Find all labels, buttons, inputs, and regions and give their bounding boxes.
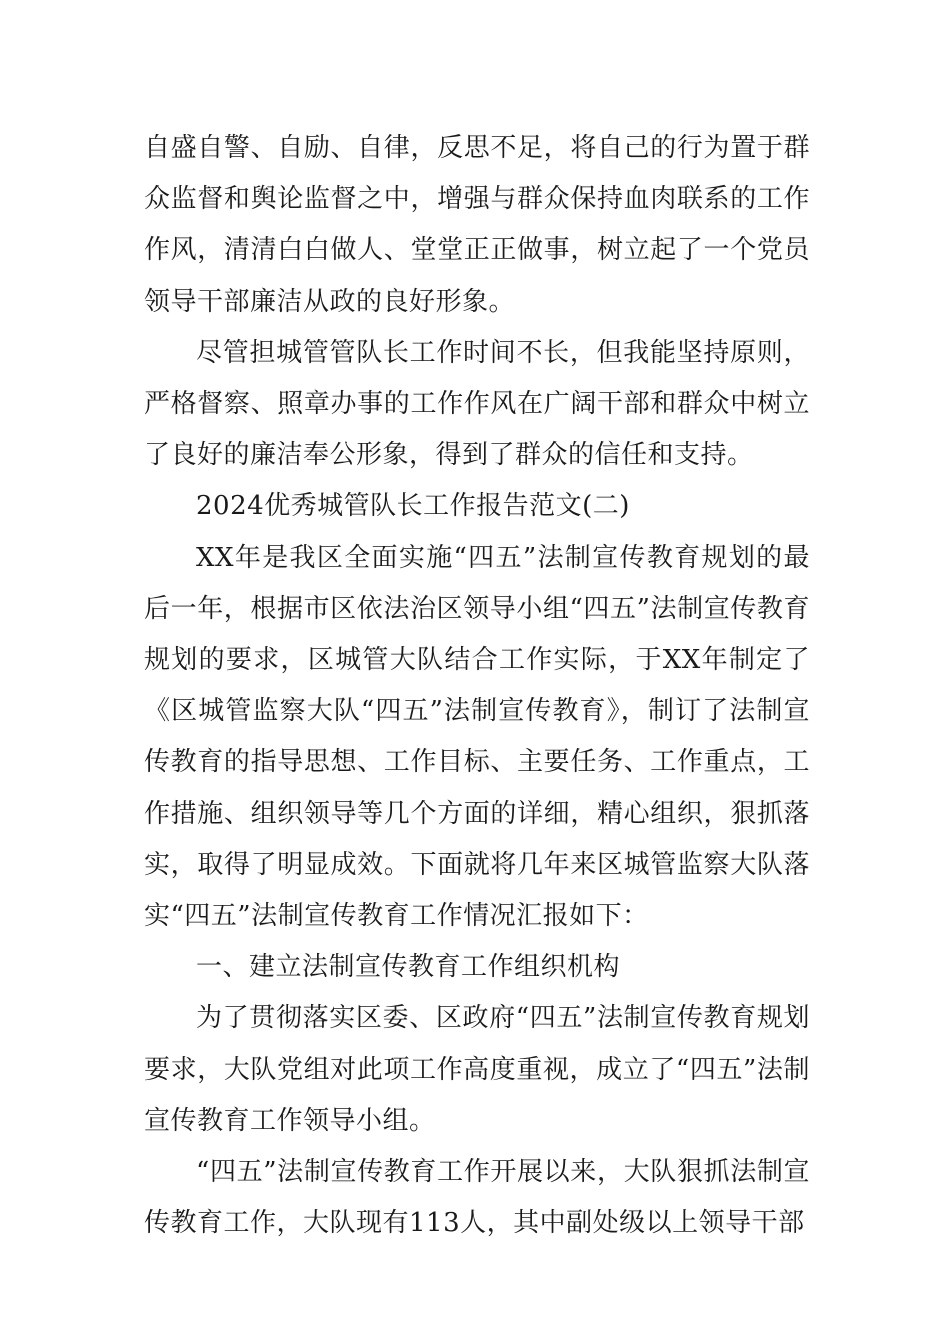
document-body bbox=[144, 123, 810, 1249]
paragraph-self-discipline: 自盛自警、自励、自律，反思不足，将自己的行为置于群众监督和舆论监督之中，增强与群众保持血肉联系的工作作风，清清白白做人、堂堂正正做事，树立起了一个党员领导干部廉洁从政的良好形象。 bbox=[144, 133, 810, 317]
section-title: 2024优秀城管队长工作报告范文(二) bbox=[196, 491, 630, 522]
paragraph-leadership-group: 为了贯彻落实区委、区政府“四五”法制宣传教育规划要求，大队党组对此项工作高度重视，成立了“四五”法制宣传教育工作领导小组。 bbox=[144, 1003, 810, 1136]
paragraph-legal-education-plan: XX年是我区全面实施“四五”法制宣传教育规划的最后一年，根据市区依法治区领导小组“四五”法制宣传教育规划的要求，区城管大队结合工作实际，于XX年制定了《区城管监察大队“四五”法制宣传教育》，制订了法制宣传教育的指导思想、工作目标、主要任务、工作重点，工作措施、组织领导等几个方面的详细，精心组织，狠抓落实，取得了明显成效。下面就将几年来区城管监察大队落实“四五”法制宣传教育工作情况汇报如下： bbox=[144, 542, 810, 932]
paragraph-staff-overview: “四五”法制宣传教育工作开展以来，大队狠抓法制宣传教育工作，大队现有113人，其中副处级以上领导干部 bbox=[144, 1157, 810, 1239]
subheading-organization: 一、建立法制宣传教育工作组织机构 bbox=[196, 952, 621, 983]
paragraph-integrity-image: 尽管担城管管队长工作时间不长，但我能坚持原则，严格督察、照章办事的工作作风在广阔干部和群众中树立了良好的廉洁奉公形象，得到了群众的信任和支持。 bbox=[144, 337, 810, 471]
